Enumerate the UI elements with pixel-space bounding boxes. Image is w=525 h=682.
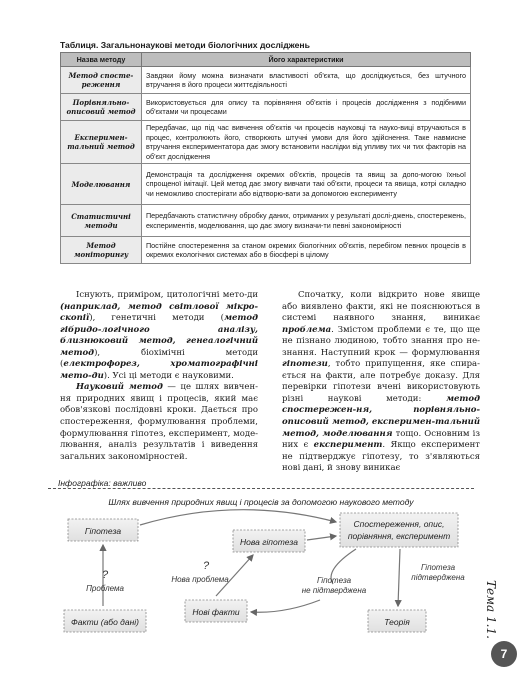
observation-box (340, 513, 458, 547)
text-run: . Змістом проблеми є те, що ще не пізнано людиною, тобто знання про не-знання. Наступний крок — формулювання (282, 324, 480, 358)
infographic-header-label: Інфографіка: важливо (58, 478, 150, 488)
new-problem-label: Нова проблема (171, 575, 229, 584)
observation-line-1: Спостереження, опис, (353, 519, 445, 529)
header-characteristics: Його характеристики (142, 53, 471, 67)
theory-label: Теорія (384, 617, 410, 627)
hypothesis-box (68, 519, 138, 541)
text-run: Спочатку, коли відкрито нове явище або виявлено факти, які не пояснюються в системі наявного знання, виникає (282, 290, 480, 324)
table-row (61, 94, 471, 121)
new-facts-box (185, 600, 247, 622)
text-run: метод гібридо-логічного аналізу, близнюковий метод, генеалогічний метод (60, 313, 258, 358)
theory-box (368, 610, 426, 632)
table-row (61, 67, 471, 94)
text-run: метод спостережен-ня, порівняльно-описовий метод, експеримен-тальний метод, моделювання (282, 393, 480, 439)
infographic (48, 478, 474, 658)
method-description: Передбачають статистичну обробку даних, отриманих у результаті дослі-джень, спостережень, експериментів, моделювання, що дає змогу визначи-ти певні закономірності (142, 205, 471, 237)
new-facts-label: Нові факти (192, 607, 240, 617)
method-name: Метод спосте-реження (61, 67, 142, 94)
not-confirmed-line-1: Гіпотеза (316, 576, 352, 585)
facts-box (64, 610, 146, 632)
text-run: ), генетичні методи ( (89, 313, 224, 324)
diagram-title: Шлях вивчення природних явищ і процесів за допомогою наукового методу (108, 497, 414, 507)
method-description: Постійне спостереження за станом окремих біологічних об'єктів, перебігом певних процесів в окремих екологічних системах або в біосфері в цілому (142, 237, 471, 264)
method-description: Передбачає, що під час вивчення об'єктів чи процесів науковці та науко-виці втручаються в процес, контролюють його, створюють штучні умови для його здійснення. Таке навмисне втручання експериментатора дає змогу встановити наслідки від упливу тих чи тих факторів на об'єкт дослідження (142, 121, 471, 164)
text-run: Науковий метод (76, 382, 163, 393)
text-column-left (60, 290, 258, 463)
table-title: Таблиця. Загальнонаукові методи біологічних досліджень (60, 40, 310, 50)
text-run: . Якщо експеримент не підтверджує гіпотезу, то з'являються нові дані, й знову виникає (282, 440, 480, 474)
facts-label: Факти (або дані) (70, 617, 140, 627)
confirmed-line-1: Гіпотеза (420, 563, 456, 572)
table-row (61, 121, 471, 164)
new-hypothesis-label: Нова гіпотеза (240, 537, 298, 547)
paragraph-methods (60, 290, 258, 382)
methods-table (60, 52, 471, 264)
new-hypothesis-box (233, 530, 305, 552)
table-row (61, 164, 471, 205)
arrow-observation-to-theory (398, 549, 400, 606)
not-confirmed-line-2: не підтверджена (301, 586, 367, 595)
text-run: ), біохімічні методи ( (60, 347, 258, 370)
confirmed-line-2: підтверджена (411, 573, 465, 582)
method-description: Демонстрація та дослідження окремих об'єктів, процесів та явищ за допо-могою їхньої спрощеної імітації. Цей метод дає змогу вивчати такі об'єкти, процеси та явища, котрі складно чи неможливо спостерігати або відтворю-вати за допомогою експерименту (142, 164, 471, 205)
table-header-row (61, 53, 471, 67)
hypothesis-label: Гіпотеза (84, 526, 122, 536)
text-run: гіпотези (282, 359, 328, 370)
method-name: Моделювання (61, 164, 142, 205)
text-run: , тобто припущення, яке спира-ється на факти, але потребує доказу. Для перевірки гіпотези вчені використовують різні наукові методи: (282, 359, 480, 404)
text-run: тощо. Основним із них є (282, 428, 480, 451)
side-tab-topic: Тема 1.1. (484, 580, 498, 639)
arrow-hypothesis-to-observation (140, 510, 336, 525)
text-run: ). Усі ці методи є науковими. (103, 370, 234, 381)
table-row (61, 237, 471, 264)
method-description: Використовується для опису та порівняння об'єктів і процесів дослідження з подібними об'єктами чи процесами (142, 94, 471, 121)
arrow-new-hypothesis-to-observation (307, 536, 336, 540)
text-run: (наприклад, метод світлової мікро-скопії (60, 301, 258, 324)
page-number: 7 (491, 641, 517, 667)
method-name: Метод моніторингу (61, 237, 142, 264)
text-run: — це шлях вивчен-ня природних явищ і процесів, який має обов'язкові послідовні кроки. Дається про спостереження, формулювання проблеми, формулювання гіпотез, експеримент, моде-лювання, аналіз результатів і виведення загальних закономірностей. (60, 382, 258, 462)
header-method-name: Назва методу (61, 53, 142, 67)
problem-label: Проблема (86, 584, 124, 593)
method-name: Експеримен-тальний метод (61, 121, 142, 164)
text-run: експеримент (313, 440, 383, 451)
scientific-method-diagram (48, 478, 474, 658)
text-column-right (282, 290, 480, 475)
arrow-not-confirmed-to-new-facts (251, 600, 320, 612)
question-mark-1: ? (101, 569, 109, 581)
text-run: електрофорез, хроматографічні мето-ди (60, 359, 258, 381)
paragraph-problem-hypothesis (282, 290, 480, 475)
table-row (61, 205, 471, 237)
paragraph-scientific-method (60, 382, 258, 463)
method-description: Завдяки йому можна визначати властивості об'єкта, що досліджується, без штучного втручання в його процеси життєдіяльності (142, 67, 471, 94)
text-run: Існують, приміром, цитологічні мето-ди (76, 290, 258, 300)
method-name: Порівняльно-описовий метод (61, 94, 142, 121)
text-run: проблема (282, 324, 332, 335)
observation-line-2: порівняння, експеримент (347, 531, 451, 541)
method-name: Статистичні методи (61, 205, 142, 237)
question-mark-2: ? (202, 560, 210, 572)
